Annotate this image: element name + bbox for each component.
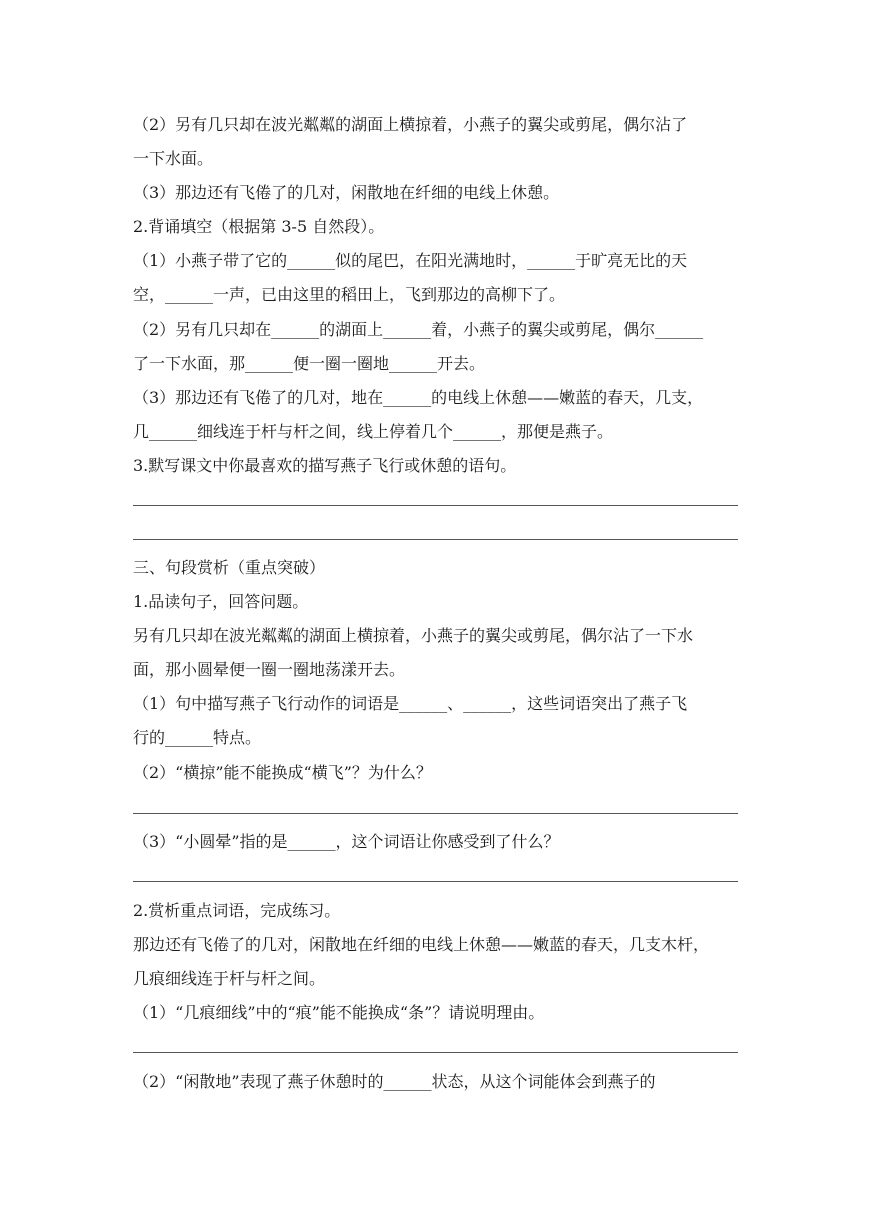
text-line: （3）那边还有飞倦了的几对，闲散地在纤细的电线上休憩。 [133,183,560,202]
text-line: 了一下水面，那______便一圈一圈地______开去。 [133,354,486,373]
section-heading: 2.背诵填空（根据第 3-5 自然段）。 [133,217,385,236]
answer-line[interactable] [133,539,738,540]
text-line: 一下水面。 [133,149,214,168]
text-line: 面，那小圆晕便一圈一圈地荡漾开去。 [133,660,406,679]
text-line: （2）“横掠”能不能换成“横飞”？为什么？ [133,763,432,782]
text-line: （2）“闲散地”表现了燕子休憩时的______状态，从这个词能体会到燕子的 [133,1072,656,1091]
text-line: （2）另有几只却在______的湖面上______着，小燕子的翼尖或剪尾，偶尔______ [133,320,704,339]
answer-line[interactable] [133,505,738,506]
text-line: 几痕细线连于杆与杆之间。 [133,969,326,988]
text-line: 空，______一声，已由这里的稻田上，飞到那边的高柳下了。 [133,285,566,304]
answer-line[interactable] [133,881,738,882]
section-heading: 2.赏析重点词语，完成练习。 [133,901,341,920]
answer-line[interactable] [133,1052,738,1053]
part-title: 三、句段赏析（重点突破） [133,558,326,577]
text-line: （2）另有几只却在波光粼粼的湖面上横掠着，小燕子的翼尖或剪尾，偶尔沾了 [133,115,688,134]
text-line: （1）小燕子带了它的______似的尾巴，在阳光满地时，______于旷亮无比的天 [133,251,688,270]
text-line: （1）句中描写燕子飞行动作的词语是______、______，这些词语突出了燕子飞 [133,694,688,713]
text-line: 另有几只却在波光粼粼的湖面上横掠着，小燕子的翼尖或剪尾，偶尔沾了一下水 [133,626,694,645]
text-line: 行的______特点。 [133,728,262,747]
section-heading: 3.默写课文中你最喜欢的描写燕子飞行或休憩的语句。 [133,456,517,475]
text-line: （3）那边还有飞倦了的几对，地在______的电线上休憩——嫩蓝的春天，几支， [133,388,704,407]
text-line: 那边还有飞倦了的几对，闲散地在纤细的电线上休憩——嫩蓝的春天，几支木杆， [133,935,710,954]
text-line: 几______细线连于杆与杆之间，线上停着几个______，那便是燕子。 [133,422,614,441]
answer-line[interactable] [133,813,738,814]
text-line: （1）“几痕细线”中的“痕”能不能换成“条”？请说明理由。 [133,1003,545,1022]
section-heading: 1.品读句子，回答问题。 [133,592,309,611]
text-line: （3）“小圆晕”指的是______，这个词语让你感受到了什么？ [133,832,560,851]
